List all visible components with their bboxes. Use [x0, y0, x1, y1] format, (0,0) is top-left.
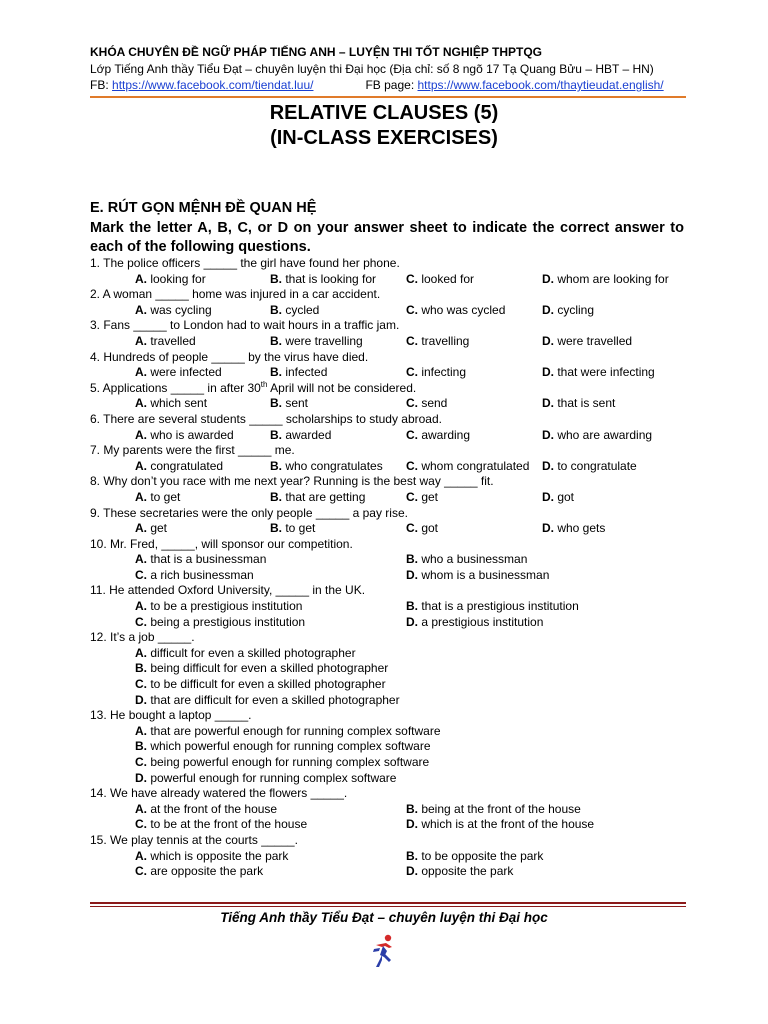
option-letter: C.	[406, 365, 418, 380]
options-row	[90, 849, 690, 865]
answer-option[interactable]	[406, 365, 466, 381]
option-text: whom are looking for	[554, 271, 669, 286]
option-text: got	[418, 521, 439, 536]
footer-text: Tiếng Anh thầy Tiểu Đạt – chuyên luyện thi Đại học	[220, 910, 548, 925]
answer-option[interactable]	[135, 864, 263, 880]
stem-superscript: th	[260, 379, 268, 389]
footer-divider	[90, 902, 686, 904]
fb-link[interactable]: https://www.facebook.com/tiendat.luu/	[112, 78, 314, 92]
option-letter: B.	[406, 599, 418, 614]
option-letter: B.	[270, 489, 282, 504]
option-letter: C.	[135, 567, 147, 582]
option-letter: B.	[270, 521, 282, 536]
answer-option[interactable]	[135, 490, 180, 506]
option-letter: A.	[135, 333, 147, 348]
option-letter: A.	[135, 427, 147, 442]
option-letter: B.	[270, 302, 282, 317]
answer-option[interactable]	[270, 490, 365, 506]
option-letter: C.	[135, 614, 147, 629]
instructions: Mark the letter A, B, C, or D on your answer sheet to indicate the correct answer to each of the following questions.	[90, 220, 684, 255]
option-letter: C.	[135, 864, 147, 879]
options-row	[90, 303, 690, 319]
options-row	[90, 428, 690, 444]
options-row	[90, 521, 690, 537]
answer-option[interactable]	[135, 599, 302, 615]
question-stem: 10. Mr. Fred, _____, will sponsor our competition.	[90, 536, 353, 551]
answer-option[interactable]	[406, 490, 438, 506]
option-text: travelling	[418, 333, 470, 348]
option-letter: A.	[135, 365, 147, 380]
option-text: are opposite the park	[147, 864, 264, 879]
answer-option[interactable]	[406, 396, 447, 412]
option-letter: A.	[135, 552, 147, 567]
answer-option[interactable]	[406, 428, 470, 444]
answer-option[interactable]	[135, 272, 206, 288]
options-row	[90, 552, 690, 568]
fbpage-link[interactable]: https://www.facebook.com/thaytieudat.english/	[417, 78, 664, 92]
option-text: to be opposite the park	[418, 848, 544, 863]
option-text: that is sent	[554, 396, 616, 411]
answer-option[interactable]	[135, 303, 212, 319]
question-stem: 12. It’s a job _____.	[90, 630, 195, 645]
answer-option[interactable]	[406, 521, 438, 537]
option-letter: D.	[542, 333, 554, 348]
options-row	[90, 615, 690, 631]
answer-option[interactable]	[406, 334, 469, 350]
option-text: powerful enough for running complex software	[147, 770, 397, 785]
options-row	[90, 490, 690, 506]
answer-option[interactable]	[270, 272, 376, 288]
answer-option[interactable]	[135, 428, 234, 444]
options-row	[90, 817, 690, 833]
option-letter: C.	[135, 755, 147, 769]
option-letter: A.	[135, 645, 147, 660]
page-title: RELATIVE CLAUSES (5)	[269, 102, 499, 124]
answer-option[interactable]	[542, 428, 652, 444]
section-heading: E. RÚT GỌN MỆNH ĐỀ QUAN HỆ	[90, 200, 317, 216]
option-text: were travelled	[554, 333, 633, 348]
question-list	[90, 256, 690, 880]
question-stem: 8. Why don’t you race with me next year? Running is the best way _____ fit.	[90, 474, 494, 489]
answer-option[interactable]	[135, 552, 266, 568]
option-text: that is a prestigious institution	[418, 599, 579, 614]
option-letter: A.	[135, 489, 147, 504]
option-letter: D.	[542, 427, 554, 442]
options-row	[90, 599, 690, 615]
question-stem: 4. Hundreds of people _____ by the virus have died.	[90, 349, 369, 364]
options-row	[90, 771, 690, 787]
answer-option[interactable]	[135, 521, 167, 537]
option-letter: A.	[135, 302, 147, 317]
answer-option[interactable]	[542, 365, 655, 381]
options-row	[90, 739, 690, 755]
page-subtitle: (IN-CLASS EXERCISES)	[270, 127, 498, 149]
option-text: which sent	[147, 396, 208, 411]
answer-option[interactable]	[542, 396, 615, 412]
option-text: who is awarded	[147, 427, 234, 442]
options-row	[90, 272, 690, 288]
answer-option[interactable]	[270, 303, 319, 319]
option-text: send	[418, 396, 448, 411]
option-text: congratulated	[147, 458, 224, 473]
option-text: to be at the front of the house	[147, 817, 308, 832]
answer-option[interactable]	[406, 599, 579, 615]
answer-option[interactable]	[135, 693, 400, 709]
header-divider	[90, 96, 686, 98]
option-text: which is at the front of the house	[418, 817, 595, 832]
facebook-links	[90, 78, 664, 93]
option-text: awarding	[418, 427, 471, 442]
option-text: infecting	[418, 365, 467, 380]
options-row	[90, 802, 690, 818]
option-letter: D.	[542, 489, 554, 504]
option-letter: D.	[406, 614, 418, 629]
course-title: KHÓA CHUYÊN ĐỀ NGỮ PHÁP TIẾNG ANH – LUYỆN THI TỐT NGHIỆP THPTQG	[90, 45, 542, 59]
answer-option[interactable]	[270, 365, 327, 381]
answer-option[interactable]	[135, 396, 207, 412]
option-letter: A.	[135, 723, 147, 738]
option-text: who was cycled	[418, 302, 506, 317]
option-text: looked for	[418, 271, 475, 286]
answer-option[interactable]	[135, 646, 356, 662]
options-row	[90, 459, 690, 475]
question-stem: 2. A woman _____ home was injured in a car accident.	[90, 287, 381, 302]
question-stem: 6. There are several students _____ scholarships to study abroad.	[90, 411, 442, 426]
option-text: that is looking for	[282, 271, 377, 286]
option-text: that are powerful enough for running complex software	[147, 723, 441, 738]
option-letter: C.	[406, 302, 418, 317]
option-letter: C.	[406, 458, 418, 473]
answer-option[interactable]	[135, 334, 196, 350]
question-stem: 11. He attended Oxford University, _____ in the UK.	[90, 583, 366, 598]
answer-option[interactable]	[406, 303, 505, 319]
option-text: that are getting	[282, 489, 366, 504]
answer-option[interactable]	[406, 568, 549, 584]
option-text: who a businessman	[418, 552, 528, 567]
option-letter: D.	[406, 567, 418, 582]
option-text: sent	[282, 396, 309, 411]
option-text: cycled	[282, 302, 320, 317]
option-letter: A.	[135, 396, 147, 411]
option-letter: D.	[542, 271, 554, 286]
option-letter: C.	[135, 817, 147, 832]
option-letter: C.	[406, 427, 418, 442]
answer-option[interactable]	[135, 615, 305, 631]
answer-option[interactable]	[406, 817, 594, 833]
option-text: looking for	[147, 271, 206, 286]
fbpage-label: FB page:	[365, 78, 418, 92]
option-letter: D.	[542, 302, 554, 317]
question-stem: 13. He bought a laptop _____.	[90, 708, 252, 723]
option-letter: B.	[135, 739, 147, 754]
option-text: infected	[282, 365, 328, 380]
option-letter: B.	[406, 848, 418, 863]
option-text: which is opposite the park	[147, 848, 289, 863]
option-text: which powerful enough for running complex software	[147, 739, 431, 754]
answer-option[interactable]	[135, 849, 288, 865]
option-text: travelled	[147, 333, 196, 348]
option-text: who gets	[554, 521, 606, 536]
answer-option[interactable]	[135, 661, 388, 677]
option-letter: B.	[406, 801, 418, 816]
option-letter: A.	[135, 801, 147, 816]
answer-option[interactable]	[406, 802, 581, 818]
answer-option[interactable]	[135, 755, 429, 771]
option-text: cycling	[554, 302, 595, 317]
answer-option[interactable]	[135, 802, 277, 818]
option-text: to get	[282, 521, 316, 536]
answer-option[interactable]	[406, 615, 543, 631]
option-text: to be difficult for even a skilled photographer	[147, 677, 386, 692]
answer-option[interactable]	[270, 334, 363, 350]
option-letter: B.	[270, 333, 282, 348]
answer-option[interactable]	[406, 864, 513, 880]
option-letter: A.	[135, 848, 147, 863]
options-row	[90, 693, 690, 709]
question-stem: 1. The police officers _____ the girl have found her phone.	[90, 256, 400, 270]
option-letter: D.	[542, 521, 554, 536]
answer-option[interactable]	[135, 568, 254, 584]
question-stem: 15. We play tennis at the courts _____.	[90, 832, 298, 847]
option-text: to get	[147, 489, 181, 504]
option-text: awarded	[282, 427, 332, 442]
answer-option[interactable]	[542, 521, 605, 537]
answer-option[interactable]	[406, 272, 474, 288]
option-text: to congratulate	[554, 458, 637, 473]
answer-option[interactable]	[135, 739, 431, 755]
answer-option[interactable]	[270, 428, 331, 444]
options-row	[90, 568, 690, 584]
option-text: whom congratulated	[418, 458, 530, 473]
options-row	[90, 724, 690, 740]
footer-divider-thin	[90, 906, 686, 907]
answer-option[interactable]	[135, 459, 223, 475]
answer-option[interactable]	[542, 490, 574, 506]
answer-option[interactable]	[270, 521, 315, 537]
option-text: being a prestigious institution	[147, 614, 306, 629]
answer-option[interactable]	[406, 459, 529, 475]
option-text: being at the front of the house	[418, 801, 581, 816]
option-text: a rich businessman	[147, 567, 254, 582]
answer-option[interactable]	[406, 849, 543, 865]
option-letter: A.	[135, 271, 147, 286]
option-text: who are awarding	[554, 427, 653, 442]
option-letter: B.	[270, 271, 282, 286]
options-row	[90, 661, 690, 677]
option-text: were infected	[147, 365, 222, 380]
option-text: that is a businessman	[147, 552, 267, 567]
option-letter: A.	[135, 521, 147, 536]
answer-option[interactable]	[270, 459, 383, 475]
question-stem: 3. Fans _____ to London had to wait hours in a traffic jam.	[90, 318, 400, 333]
stem-part: 5. Applications _____ in after 30	[90, 380, 261, 395]
option-text: get	[147, 521, 168, 536]
option-text: that were infecting	[554, 365, 655, 380]
option-letter: B.	[270, 458, 282, 473]
option-letter: C.	[406, 271, 418, 286]
option-letter: D.	[542, 396, 554, 411]
stem-part: April will not be considered.	[267, 380, 417, 395]
option-letter: C.	[406, 333, 418, 348]
answer-option[interactable]	[135, 365, 222, 381]
answer-option[interactable]	[135, 817, 307, 833]
option-text: being powerful enough for running complex software	[147, 755, 430, 769]
option-letter: B.	[135, 661, 147, 676]
option-text: got	[554, 489, 575, 504]
option-letter: B.	[270, 427, 282, 442]
answer-option[interactable]	[406, 552, 527, 568]
option-letter: D.	[135, 770, 147, 785]
option-text: at the front of the house	[147, 801, 278, 816]
options-row	[90, 365, 690, 381]
question-stem: 9. These secretaries were the only people _____ a pay rise.	[90, 505, 408, 520]
option-text: opposite the park	[418, 864, 514, 879]
options-row	[90, 755, 690, 771]
question-stem: 14. We have already watered the flowers _____.	[90, 786, 348, 801]
option-text: get	[418, 489, 439, 504]
option-letter: D.	[406, 817, 418, 832]
option-letter: D.	[542, 458, 554, 473]
option-letter: A.	[135, 599, 147, 614]
option-text: were travelling	[282, 333, 363, 348]
answer-option[interactable]	[542, 334, 632, 350]
option-letter: C.	[406, 521, 418, 536]
answer-option[interactable]	[270, 396, 308, 412]
answer-option[interactable]	[135, 677, 386, 693]
answer-option[interactable]	[135, 724, 441, 740]
option-text: being difficult for even a skilled photographer	[147, 661, 389, 676]
option-text: was cycling	[147, 302, 212, 317]
question-stem	[90, 381, 690, 397]
option-letter: C.	[406, 396, 418, 411]
option-letter: D.	[135, 692, 147, 707]
fb-label: FB:	[90, 78, 113, 92]
class-address: Lớp Tiếng Anh thầy Tiểu Đạt – chuyên luyện thi Đại học (Địa chỉ: số 8 ngõ 17 Tạ Quang Bửu – HBT – HN)	[90, 62, 654, 76]
option-text: who congratulates	[282, 458, 383, 473]
answer-option[interactable]	[542, 272, 669, 288]
option-letter: A.	[135, 458, 147, 473]
option-text: whom is a businessman	[418, 567, 550, 582]
options-row	[90, 646, 690, 662]
option-letter: D.	[406, 864, 418, 879]
runner-logo-icon	[370, 933, 398, 969]
answer-option[interactable]	[542, 459, 637, 475]
option-text: that are difficult for even a skilled photographer	[147, 692, 400, 707]
answer-option[interactable]	[135, 771, 396, 787]
option-text: a prestigious institution	[418, 614, 544, 629]
options-row	[90, 334, 690, 350]
question-stem: 7. My parents were the first _____ me.	[90, 443, 295, 458]
option-text: difficult for even a skilled photographer	[147, 645, 356, 660]
option-letter: C.	[135, 677, 147, 692]
options-row	[90, 677, 690, 693]
options-row	[90, 864, 690, 880]
option-letter: B.	[406, 552, 418, 567]
option-letter: C.	[406, 489, 418, 504]
option-letter: B.	[270, 396, 282, 411]
options-row	[90, 396, 690, 412]
option-letter: D.	[542, 365, 554, 380]
answer-option[interactable]	[542, 303, 594, 319]
option-letter: B.	[270, 365, 282, 380]
option-text: to be a prestigious institution	[147, 599, 303, 614]
